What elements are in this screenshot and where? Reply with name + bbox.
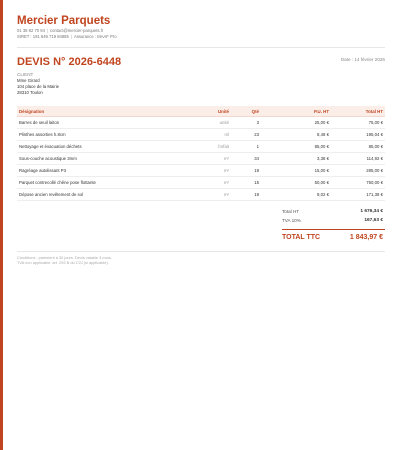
cell-designation: Plinthes assorties h.8cm [19,132,66,137]
table-row [17,141,385,153]
footer-conditions: Conditions : paiement à 30 jours. Devis valable 3 mois. [17,255,112,260]
cell-qty: 3 [256,120,259,125]
table-row [17,189,385,201]
company-phone: 01 38 82 70 94 [17,28,45,33]
total-ttc-value: 1 843,97 € [349,234,383,241]
cell-qty: 19 [254,168,259,173]
footer-notes [17,255,385,265]
cell-qty: 19 [254,192,259,197]
cell-unit: m² [223,156,229,161]
quote-document [17,14,385,265]
company-header [17,14,385,40]
cell-unit-price: 85,00 € [314,144,329,149]
total-ttc-label: TOTAL TTC [282,234,321,241]
tva-label: TVA 10% [282,218,301,223]
header-designation: Désignation [19,108,45,114]
cell-unit-price: 15,00 € [314,168,329,173]
footer-tva-note: TVA non applicable, art. 293 B du CGI (si applicable). [17,260,109,265]
company-legal: SIRET : 191 649 719 84885 | Assurance : MAAF Pro [17,34,117,39]
cell-total: 171,38 € [366,192,383,197]
cell-unit-price: 9,02 € [317,192,329,197]
cell-total: 285,00 € [366,168,383,173]
company-insurance: Assurance : MAAF Pro [73,34,117,39]
cell-unit-price: 8,48 € [317,132,329,137]
client-label: CLIENT [17,72,34,77]
table-row [17,177,385,189]
header-total: Total HT [365,108,383,114]
client-address: 104 place de la Mairie [17,84,60,89]
document-title: DEVIS N° 2026-6448 [17,56,122,68]
cell-qty: 1 [256,144,259,149]
company-siret: SIRET : 191 649 719 84885 [17,34,69,39]
cell-unit: m² [223,180,229,185]
cell-designation: Nettoyage et évacuation déchets [19,144,82,149]
client-block [17,72,385,96]
client-name: Mme Girard [17,78,40,83]
cell-total: 75,00 € [368,120,383,125]
company-email: contact@mercier-parquets.fr [50,28,104,33]
cell-unit: unité [219,120,229,125]
cell-total: 85,00 € [368,144,383,149]
table-row [17,165,385,177]
document-date: Date : 14 février 2026 [340,57,385,62]
cell-total: 750,00 € [366,180,383,185]
cell-unit-price: 50,00 € [314,180,329,185]
cell-qty: 15 [254,180,259,185]
header-qty: Qté [251,108,259,114]
total-ht-value: 1 676,34 € [360,209,383,214]
company-name: Mercier Parquets [17,15,111,27]
header-unit-price: P.U. HT [313,108,329,114]
cell-unit-price: 3,38 € [317,156,329,161]
total-ht-line [282,208,385,217]
cell-unit: forfait [218,144,229,149]
items-table-header [17,106,385,117]
document-heading [17,55,385,73]
table-row [17,129,385,141]
cell-qty: 34 [254,156,259,161]
accent-bar [0,0,3,450]
cell-designation: Dépose ancien revêtement de sol [19,192,84,197]
cell-total: 114,92 € [366,156,383,161]
footer-divider [17,251,385,252]
tva-value: 167,63 € [364,218,383,223]
total-ttc-line [282,229,385,244]
items-table [17,106,385,201]
cell-unit: m² [223,168,229,173]
header-unit: Unité [218,108,229,114]
table-row [17,117,385,129]
cell-unit: ml [224,132,229,137]
cell-unit-price: 25,00 € [314,120,329,125]
cell-total: 195,04 € [366,132,383,137]
company-contact: 01 38 82 70 94 | contact@mercier-parquets.fr [17,28,104,33]
cell-designation: Sous-couche acoustique 3mm [19,156,77,161]
totals-block [282,208,385,244]
cell-qty: 23 [254,132,259,137]
cell-designation: Barres de seuil laiton [19,120,60,125]
table-row [17,153,385,165]
cell-designation: Ragréage autolissant P3 [19,168,67,173]
tva-line [282,217,385,226]
header-divider [17,47,385,48]
total-ht-label: Total HT [282,209,300,214]
cell-unit: m² [223,192,229,197]
client-city: 28310 Toulon [17,90,43,95]
cell-designation: Parquet contrecollé chêne pose flottante [19,180,96,185]
